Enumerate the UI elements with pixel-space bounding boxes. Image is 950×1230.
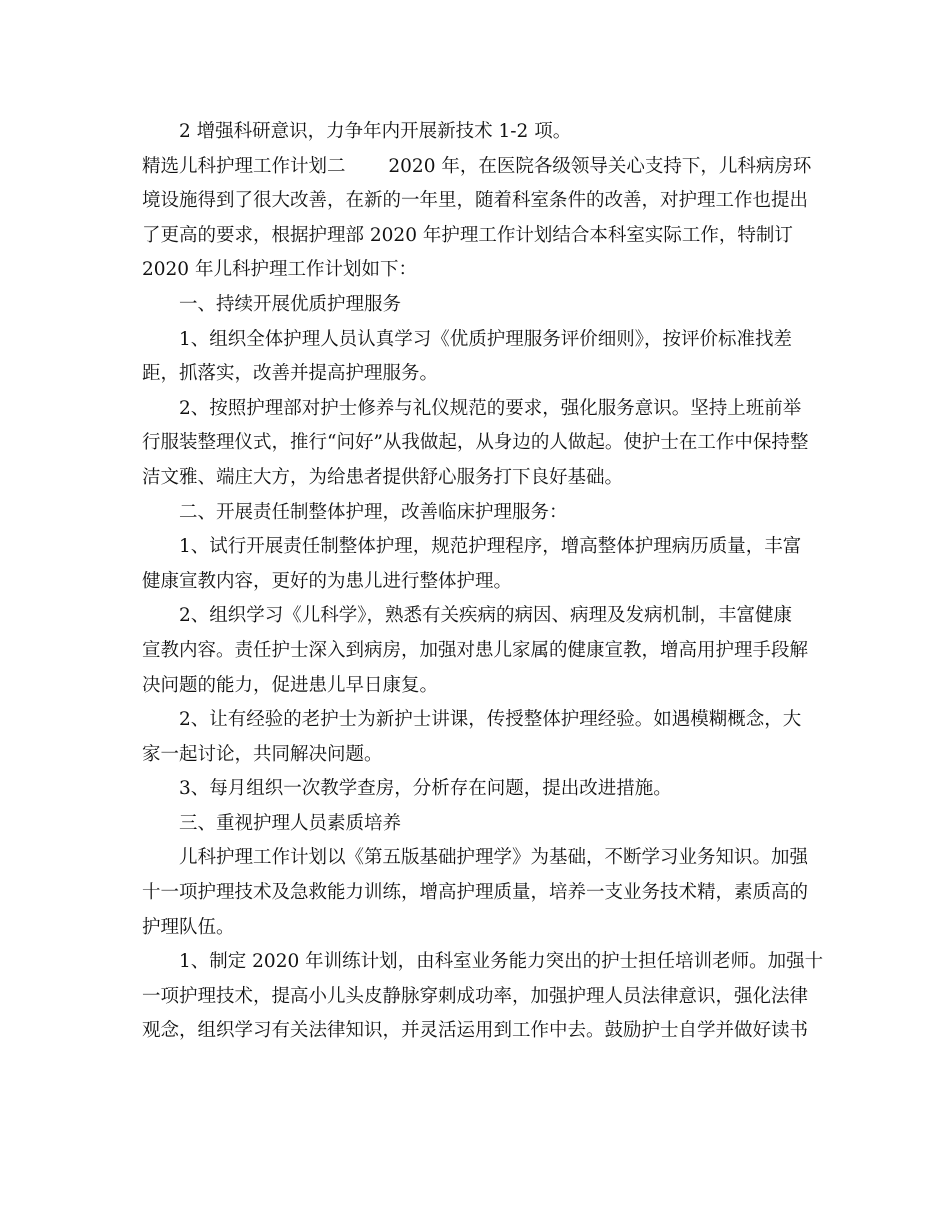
- text-line: 精选儿科护理工作计划二 2020 年，在医院各级领导关心支持下，儿科病房环: [142, 155, 812, 177]
- text-line: 十一项护理技术及急救能力训练，增高护理质量，培养一支业务技术精，素质高的: [142, 882, 809, 904]
- text-line: 1、试行开展责任制整体护理，规范护理程序，增高整体护理病历质量，丰富: [179, 536, 802, 558]
- text-line: 儿科护理工作计划以《第五版基础护理学》为基础，不断学习业务知识。加强: [179, 847, 809, 869]
- text-line: 2 增强科研意识，力争年内开展新技术 1-2 项。: [179, 121, 572, 142]
- text-line: 一项护理技术，提高小儿头皮静脉穿刺成功率，加强护理人员法律意识，强化法律: [142, 985, 809, 1007]
- text-line: 决问题的能力，促进患儿早日康复。: [142, 674, 439, 696]
- text-line: 2、让有经验的老护士为新护士讲课，传授整体护理经验。如遇模糊概念，大: [179, 709, 802, 731]
- text-line: 护理队伍。: [142, 916, 235, 938]
- text-line: 2、组织学习《儿科学》，熟悉有关疾病的病因、病理及发病机制，丰富健康: [179, 605, 793, 627]
- text-line: 一、持续开展优质护理服务: [179, 293, 402, 315]
- text-line: 行服装整理仪式，推行“问好”从我做起，从身边的人做起。使护士在工作中保持整: [142, 432, 809, 454]
- text-line: 1、制定 2020 年训练计划，由科室业务能力突出的护士担任培训老师。加强十: [179, 951, 824, 973]
- text-line: 观念，组织学习有关法律知识，并灵活运用到工作中去。鼓励护士自学并做好读书: [142, 1020, 809, 1042]
- text-line: 3、每月组织一次教学查房，分析存在问题，提出改进措施。: [179, 778, 672, 800]
- text-line: 2、按照护理部对护士修养与礼仪规范的要求，强化服务意识。坚持上班前举: [179, 397, 802, 419]
- text-line: 宣教内容。责任护士深入到病房，加强对患儿家属的健康宣教，增高用护理手段解: [142, 639, 809, 661]
- text-line: 了更高的要求，根据护理部 2020 年护理工作计划结合本科室实际工作，特制订: [142, 224, 793, 246]
- text-line: 距，抓落实，改善并提高护理服务。: [142, 363, 439, 385]
- text-line: 健康宣教内容，更好的为患儿进行整体护理。: [142, 570, 513, 592]
- text-line: 三、重视护理人员素质培养: [179, 812, 402, 834]
- text-line: 2020 年儿科护理工作计划如下：: [142, 259, 417, 281]
- text-line: 1、组织全体护理人员认真学习《优质护理服务评价细则》，按评价标准找差: [179, 328, 793, 350]
- text-line: 洁文雅、端庄大方，为给患者提供舒心服务打下良好基础。: [142, 466, 624, 488]
- document-page: [142, 115, 824, 1049]
- text-line: 二、开展责任制整体护理，改善临床护理服务：: [179, 501, 568, 523]
- text-line: 家一起讨论，共同解决问题。: [142, 743, 383, 765]
- text-line: 境设施得到了很大改善，在新的一年里，随着科室条件的改善，对护理工作也提出: [142, 190, 809, 212]
